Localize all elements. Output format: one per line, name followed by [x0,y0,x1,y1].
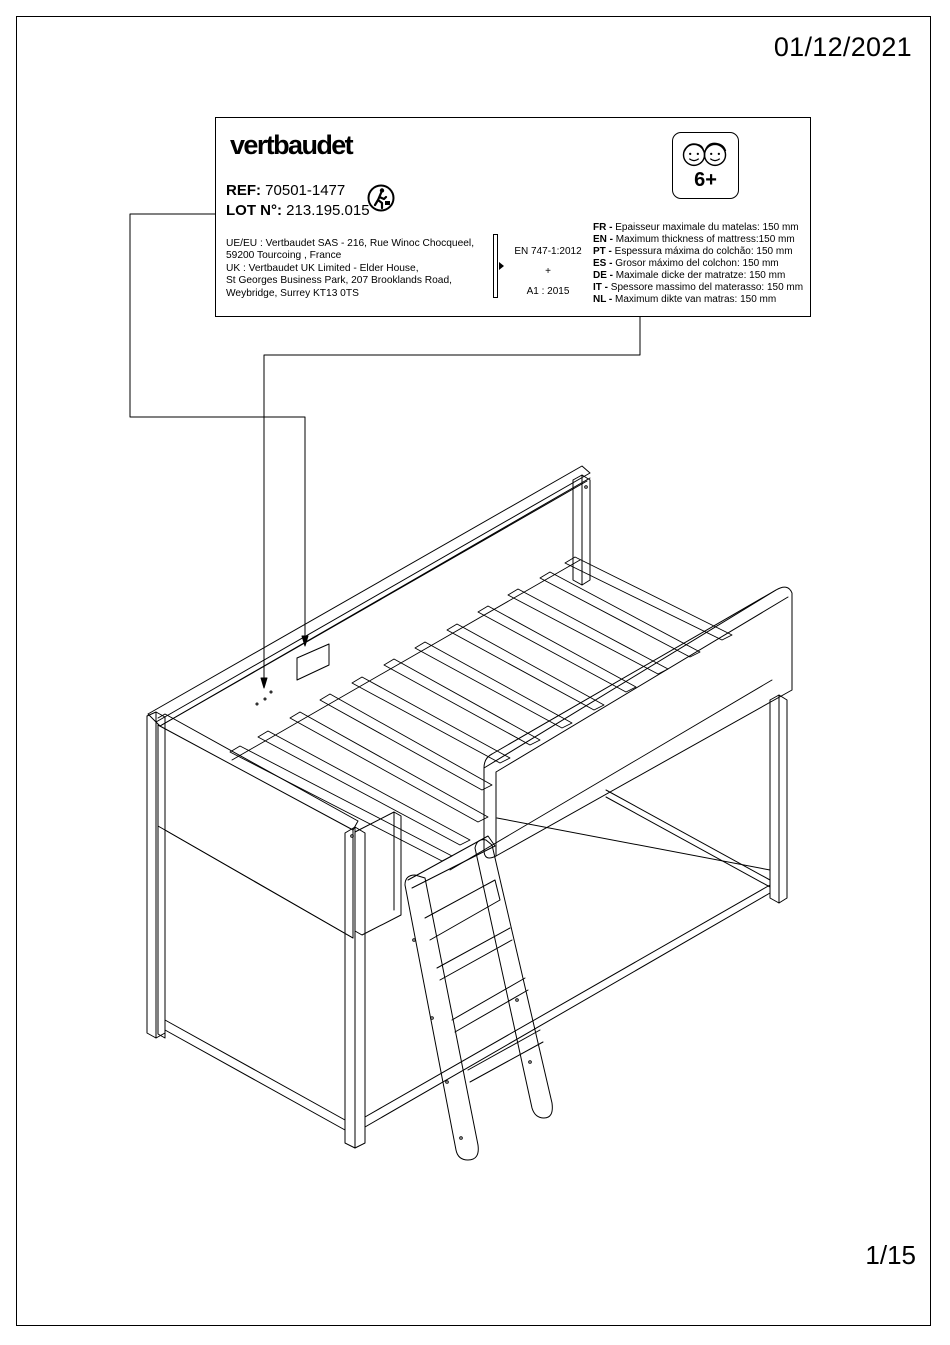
warning-text: Epaisseur maximale du matelas: 150 mm [612,222,799,233]
warning-text: Maximum dikte van matras: 150 mm [612,294,777,305]
standard-line: EN 747-1:2012 [514,246,582,257]
document-date: 01/12/2021 [773,32,912,62]
warning-text: Maximale dicke der matratze: 150 mm [613,270,786,281]
page-number: 1/15 [865,1240,916,1270]
back-rail [148,466,590,726]
warning-code: FR - [593,222,613,233]
left-end-panel [158,714,358,1038]
address-line: St Georges Business Park, 207 Brooklands Road, [226,275,452,287]
brand-logo: vertbaudet [230,130,353,160]
reference-key: REF: [226,182,261,199]
ladder [405,836,552,1160]
warning-code: IT - [593,282,608,293]
address-line: UE/EU : Vertbaudet SAS - 216, Rue Winoc Chocqueel, [226,238,475,249]
leader-lines [130,214,640,688]
right-guard-panel [484,587,792,858]
right-back-post [770,695,787,903]
warning-code: NL - [593,294,613,305]
warning-code: PT - [593,246,612,257]
lot-key: LOT N°: [226,202,282,219]
address-line: 59200 Tourcoing , France [226,250,342,262]
warning-code: EN - [593,234,613,245]
address-line: Weybridge, Surrey KT13 0TS [226,287,359,299]
warning-text: Maximum thickness of mattress:150 mm [613,234,795,245]
warning-code: ES - [593,258,613,269]
front-guard-panel [351,812,401,935]
reference-value: 70501-1477 [261,182,346,199]
warning-text: Grosor máximo del colchon: 150 mm [612,258,779,269]
standard-line: A1 : 2015 [526,286,570,297]
lot-value: 213.195.015 [282,202,370,219]
warning-code: DE - [593,270,613,281]
warning-text: Espessura máxima do colchão: 150 mm [611,246,793,257]
back-left-post [147,712,165,1038]
age-text: 6+ [694,169,717,191]
warning-text: Spessore massimo del materasso: 150 mm [608,282,804,293]
bed-slats [230,557,772,870]
standard-line: + [545,266,551,277]
address-line: UK : Vertbaudet UK Limited - Elder House, [226,262,419,274]
